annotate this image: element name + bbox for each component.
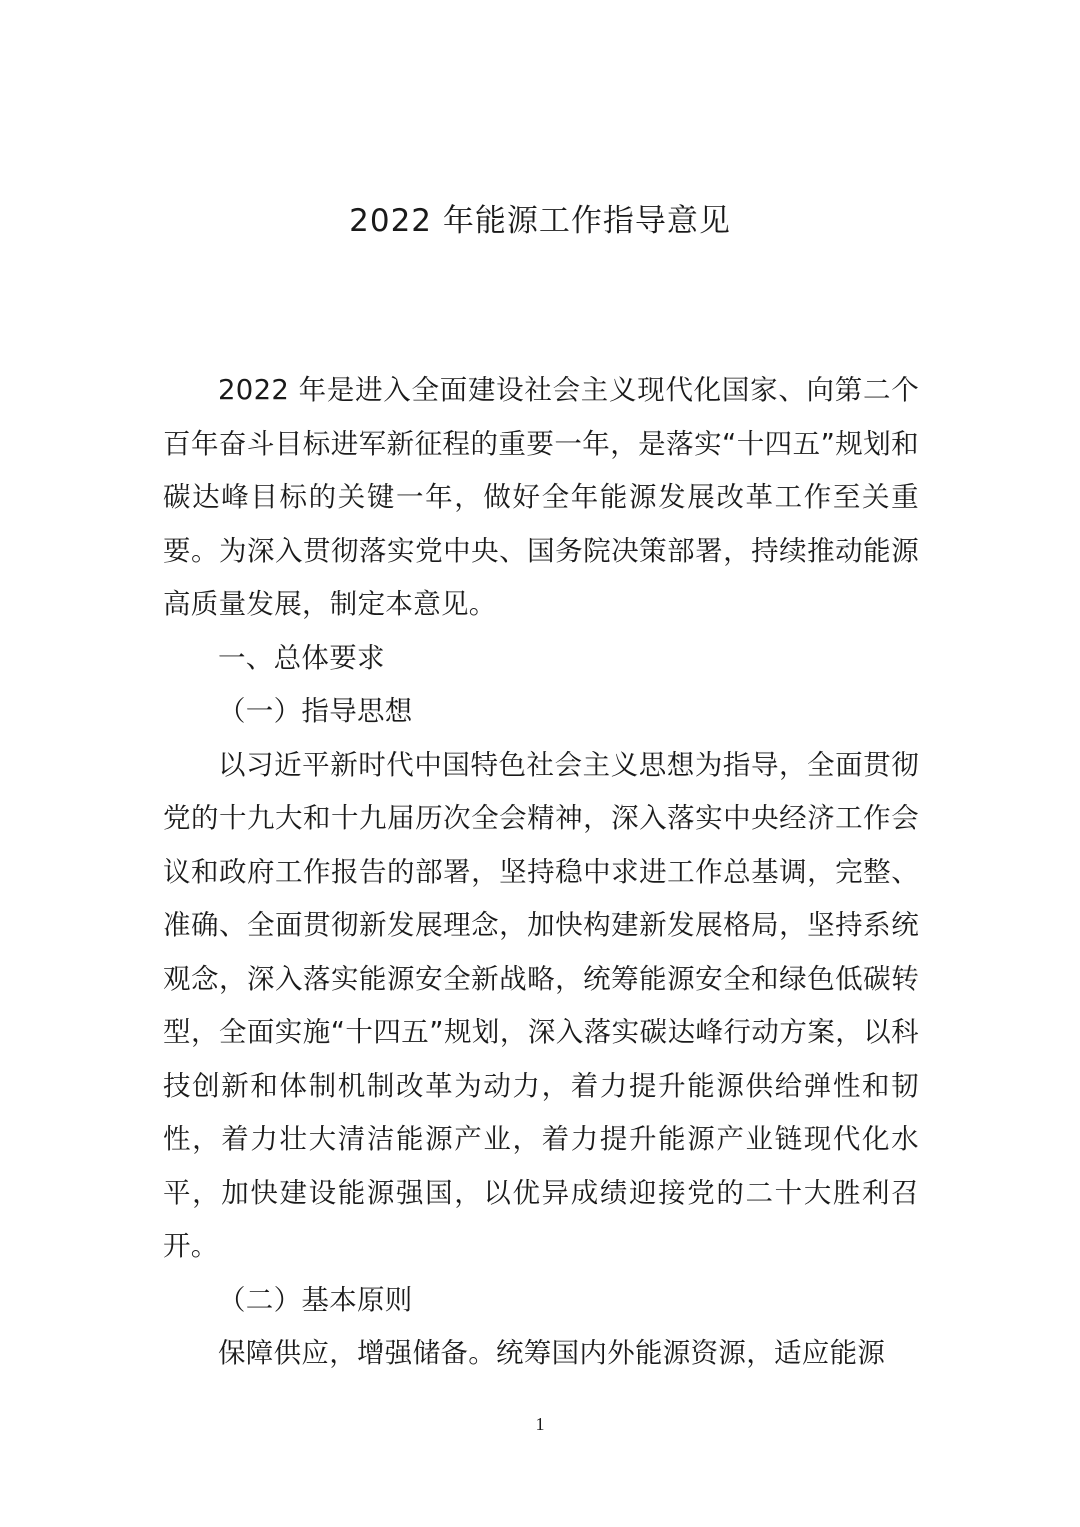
- page-number: 1: [535, 1414, 545, 1434]
- document-body: [163, 364, 919, 1381]
- intro-paragraph: 2022 年是进入全面建设社会主义现代化国家、向第二个百年奋斗目标进军新征程的重要一年，是落实“十四五”规划和碳达峰目标的关键一年，做好全年能源发展改革工作至关重要。为深入贯彻落实党中央、国务院决策部署，持续推动能源高质量发展，制定本意见。: [163, 374, 919, 620]
- guiding-ideology-paragraph: 以习近平新时代中国特色社会主义思想为指导，全面贯彻党的十九大和十九届历次全会精神，深入落实中央经济工作会议和政府工作报告的部署，坚持稳中求进工作总基调，完整、准确、全面贯彻新发展理念，加快构建新发展格局，坚持系统观念，深入落实能源安全新战略，统筹能源安全和绿色低碳转型，全面实施“十四五”规划，深入落实碳达峰行动方案，以科技创新和体制机制改革为动力，着力提升能源供给弹性和韧性，着力壮大清洁能源产业，着力提升能源产业链现代化水平，加快建设能源强国，以优异成绩迎接党的二十大胜利召开。: [163, 748, 919, 1262]
- section-heading-general-requirements: 一、总体要求: [218, 641, 385, 674]
- document-title: 2022 年能源工作指导意见: [349, 203, 731, 239]
- subsection-heading-guiding-ideology: （一）指导思想: [218, 695, 413, 727]
- basic-principles-paragraph: 保障供应，增强储备。统筹国内外能源资源，适应能源: [218, 1337, 886, 1369]
- subsection-heading-basic-principles: （二）基本原则: [218, 1283, 413, 1316]
